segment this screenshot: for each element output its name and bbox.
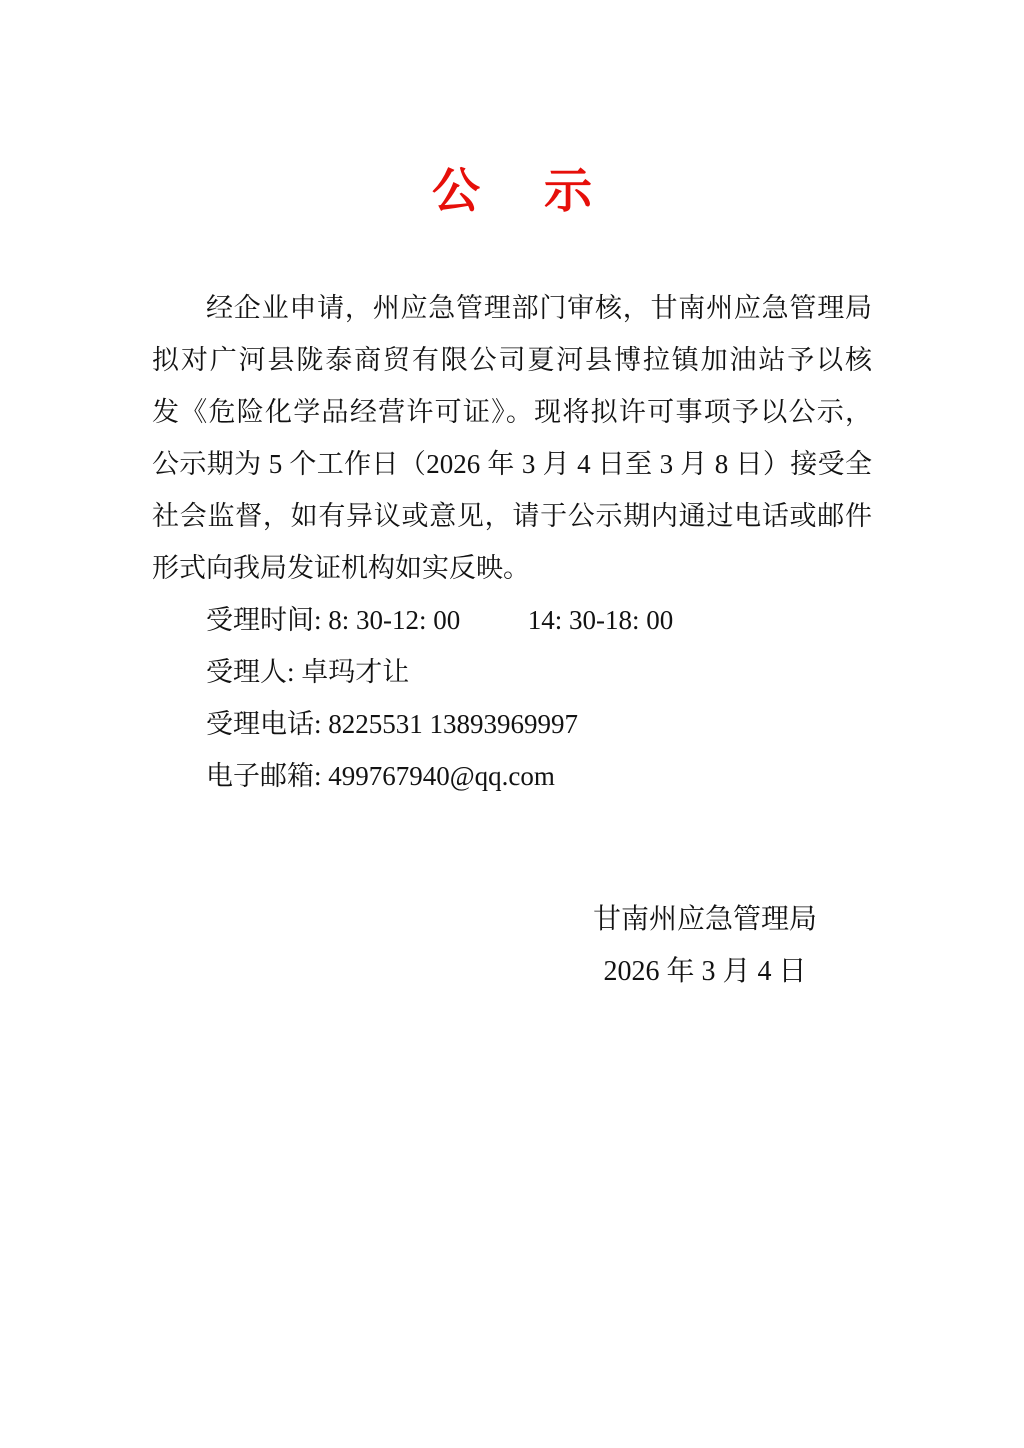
signature-agency: 甘南州应急管理局 [592,904,817,935]
body-line: 发《危险化学品经营许可证》。现将拟许可事项予以公示， [152,397,872,427]
contact-email: 电子邮箱: 499767940@qq.com [206,761,555,791]
body-line: 经企业申请，州应急管理部门审核，甘南州应急管理局 [206,293,872,323]
notice-body [152,282,872,594]
body-line: 形式向我局发证机构如实反映。 [152,553,530,583]
contact-person: 受理人: 卓玛才让 [206,657,410,687]
contact-phone: 受理电话: 8225531 13893969997 [206,709,579,739]
notice-title: 公 示 [431,165,592,218]
contact-section [152,594,872,802]
signature-date: 2026 年 3 月 4 日 [603,956,807,987]
signature-block [593,894,817,998]
contact-time: 受理时间: 8: 30-12: 00 14: 30-18: 00 [206,605,674,635]
body-line: 公示期为 5 个工作日（2026 年 3 月 4 日至 3 月 8 日）接受全 [152,449,872,479]
notice-content [152,282,872,998]
body-line: 社会监督，如有异议或意见，请于公示期内通过电话或邮件 [152,501,872,531]
body-line: 拟对广河县陇泰商贸有限公司夏河县博拉镇加油站予以核 [152,345,872,375]
